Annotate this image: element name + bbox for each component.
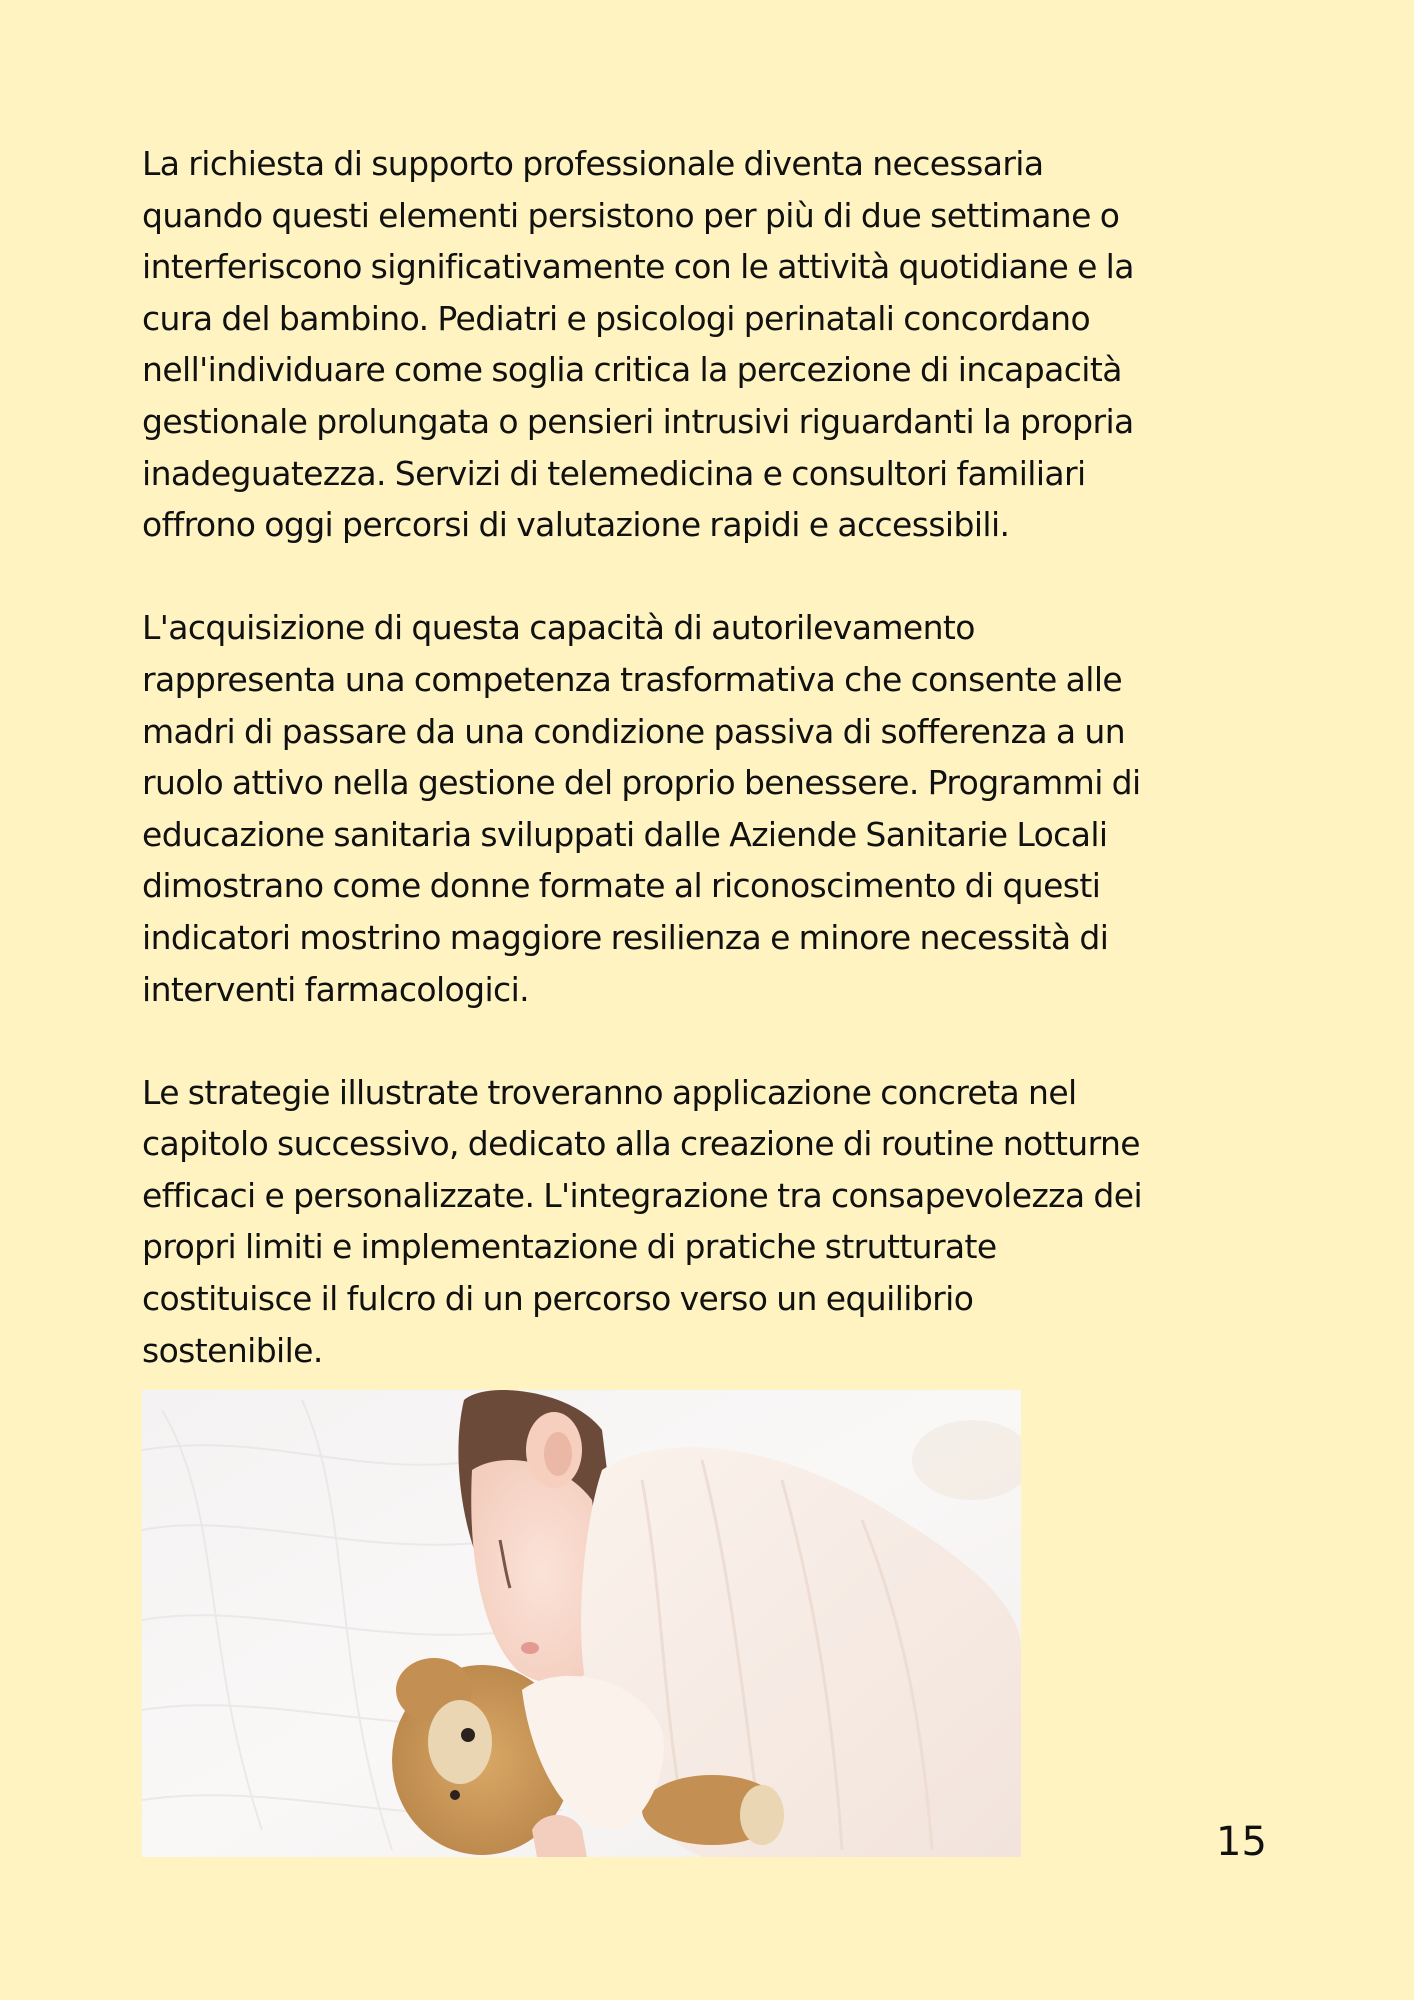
text-line: La richiesta di supporto professionale diventa necessaria: [142, 144, 1044, 183]
paragraph-1: [142, 138, 1282, 551]
text-line: cura del bambino. Pediatri e psicologi perinatali concordano: [142, 298, 1091, 338]
body-text: [142, 138, 1282, 1376]
text-line: madri di passare da una condizione passiva di sofferenza a un: [142, 711, 1126, 751]
baby-sleeping-photo: [142, 1390, 1021, 1857]
text-line: gestionale prolungata o pensieri intrusivi riguardanti la propria: [142, 401, 1134, 441]
text-line: quando questi elementi persistono per più di due settimane o: [142, 195, 1120, 235]
text-line: interventi farmacologici.: [142, 969, 530, 1009]
baby-photo-illustration: [142, 1390, 1021, 1857]
text-line: interferiscono significativamente con le attività quotidiane e la: [142, 247, 1134, 287]
paragraph-2: [142, 602, 1282, 1015]
text-line: efficaci e personalizzate. L'integrazione tra consapevolezza dei: [142, 1175, 1143, 1215]
text-line: nell'individuare come soglia critica la percezione di incapacità: [142, 350, 1122, 390]
text-line: sostenibile.: [142, 1330, 323, 1370]
text-line: L'acquisizione di questa capacità di autorilevamento: [142, 608, 975, 648]
text-line: capitolo successivo, dedicato alla creazione di routine notturne: [142, 1124, 1140, 1164]
text-line: dimostrano come donne formate al riconoscimento di questi: [142, 866, 1101, 906]
text-line: rappresenta una competenza trasformativa che consente alle: [142, 659, 1123, 699]
paragraph-spacer: [142, 551, 1282, 603]
text-line: Le strategie illustrate troveranno applicazione concreta nel: [142, 1072, 1077, 1112]
text-line: ruolo attivo nella gestione del proprio benessere. Programmi di: [142, 763, 1141, 803]
page-number: 15: [1216, 1819, 1267, 1865]
text-line: propri limiti e implementazione di pratiche strutturate: [142, 1227, 997, 1267]
text-line: inadeguatezza. Servizi di telemedicina e consultori familiari: [142, 453, 1086, 493]
text-line: costituisce il fulcro di un percorso verso un equilibrio: [142, 1279, 974, 1319]
text-line: offrono oggi percorsi di valutazione rapidi e accessibili.: [142, 505, 1010, 545]
paragraph-spacer: [142, 1015, 1282, 1067]
paragraph-3: [142, 1067, 1282, 1377]
text-line: educazione sanitaria sviluppati dalle Aziende Sanitarie Locali: [142, 814, 1108, 854]
text-line: indicatori mostrino maggiore resilienza e minore necessità di: [142, 917, 1109, 957]
